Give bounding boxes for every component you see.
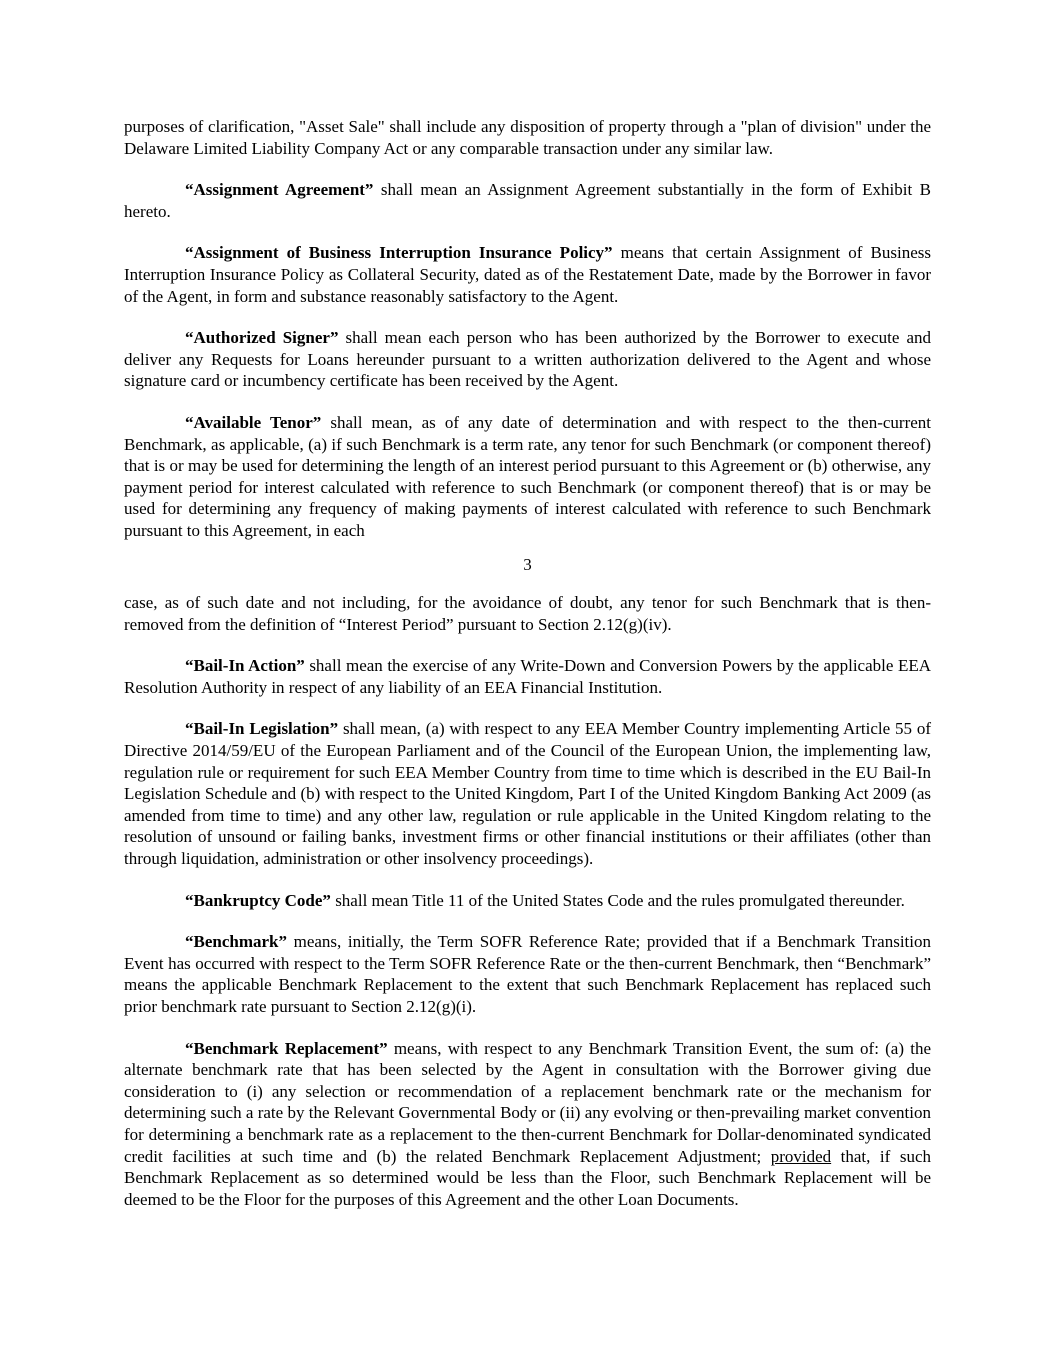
definition-text: means that certain Assignment of Business Interruption Insurance Policy as Collateral Security, dated as of the Restatement Date, made by the Borrower in favor of the Agent, in form and substance reasonably satisfactory to the Agent. xyxy=(124,243,931,306)
definition-text: means, with respect to any Benchmark Transition Event, the sum of: (a) the alternate benchmark rate that has been selected by the Agent in consultation with the Borrower giving due consideration to (i) any selection or recommendation of a replacement benchmark rate or the mechanism for determining such a rate by the Relevant Governmental Body or (ii) any evolving or then-prevailing market convention for determining a benchmark rate as a replacement to the then-current Benchmark for Dollar-denominated syndicated credit facilities at such time and (b) the related Benchmark Replacement Adjustment; xyxy=(124,1038,931,1166)
definition-available-tenor xyxy=(124,412,931,542)
defined-term: “Assignment of Business Interruption Insurance Policy” xyxy=(185,243,613,263)
defined-term: “Bail-In Legislation” xyxy=(185,719,339,739)
definition-benchmark-replacement xyxy=(124,1038,931,1211)
proviso-term: provided xyxy=(770,1146,832,1166)
defined-term: “Benchmark” xyxy=(185,932,287,952)
defined-term: “Authorized Signer” xyxy=(185,328,339,348)
definition-benchmark xyxy=(124,931,931,1017)
definition-text: that, if such Benchmark Replacement as so determined would be less than the Floor, such Benchmark Replacement will be deemed to be the Floor for the purposes of this Agreement and the other Loan Documents. xyxy=(124,1146,931,1209)
definition-text: shall mean each person who has been authorized by the Borrower to execute and deliver any Requests for Loans hereunder pursuant to a written authorization delivered to the Agent and whose signature card or incumbency certificate has been received by the Agent. xyxy=(124,328,931,391)
body-text: case, as of such date and not including, for the avoidance of doubt, any tenor for such Benchmark that is then-removed from the definition of “Interest Period” pursuant to Section 2.12(g)(iv). xyxy=(124,593,931,634)
definition-assignment-of-business-interruption-insurance-policy xyxy=(124,242,931,307)
page-content xyxy=(124,116,931,1230)
definition-bail-in-action xyxy=(124,655,931,698)
body-text: purposes of clarification, "Asset Sale" shall include any disposition of property through a "plan of division" under the Delaware Limited Liability Company Act or any comparable transaction under any similar law. xyxy=(124,117,931,158)
defined-term: “Benchmark Replacement” xyxy=(185,1038,388,1058)
defined-term: “Available Tenor” xyxy=(185,412,322,432)
paragraph-asset-sale-continuation xyxy=(124,116,931,159)
definition-text: shall mean, as of any date of determination and with respect to the then-current Benchmark, as applicable, (a) if such Benchmark is a term rate, any tenor for such Benchmark (or component thereof) that is or may be used for determining the length of an interest period pursuant to this Agreement or (b) otherwise, any payment period for interest calculated with reference to such Benchmark (or component thereof) that is or may be used for determining any frequency of making payments of interest calculated with reference to such Benchmark pursuant to this Agreement, in each xyxy=(124,412,932,540)
definition-bail-in-legislation xyxy=(124,718,931,869)
definition-text: shall mean, (a) with respect to any EEA Member Country implementing Article 55 of Directive 2014/59/EU of the European Parliament and of the Council of the European Union, the implementing law, regulation rule or requirement for such EEA Member Country from time to time which is described in the EU Bail-In Legislation Schedule and (b) with respect to the United Kingdom, Part I of the United Kingdom Banking Act 2009 (as amended from time to time) and any other law, regulation or rule applicable in the United Kingdom relating to the resolution of unsound or failing banks, investment firms or other financial institutions or their affiliates (other than through liquidation, administration or other insolvency proceedings). xyxy=(124,719,931,869)
definition-text: shall mean Title 11 of the United States Code and the rules promulgated thereunder. xyxy=(330,890,905,910)
definition-authorized-signer xyxy=(124,327,931,392)
definition-text: means, initially, the Term SOFR Reference Rate; provided that if a Benchmark Transition Event has occurred with respect to the Term SOFR Reference Rate or the then-current Benchmark, then “Benchmark” means the applicable Benchmark Replacement to the extent that such Benchmark Replacement has replaced such prior benchmark rate pursuant to Section 2.12(g)(i). xyxy=(124,932,931,1016)
definition-bankruptcy-code xyxy=(124,890,931,912)
definition-text: shall mean an Assignment Agreement substantially in the form of Exhibit B hereto. xyxy=(124,180,931,221)
defined-term: “Assignment Agreement” xyxy=(185,180,374,200)
paragraph-available-tenor-continuation xyxy=(124,592,931,635)
definition-assignment-agreement xyxy=(124,179,931,222)
page-number: 3 xyxy=(523,554,532,574)
defined-term: “Bankruptcy Code” xyxy=(185,890,331,910)
definition-text: shall mean the exercise of any Write-Down and Conversion Powers by the applicable EEA Resolution Authority in respect of any liability of an EEA Financial Institution. xyxy=(124,656,931,697)
defined-term: “Bail-In Action” xyxy=(185,656,305,676)
